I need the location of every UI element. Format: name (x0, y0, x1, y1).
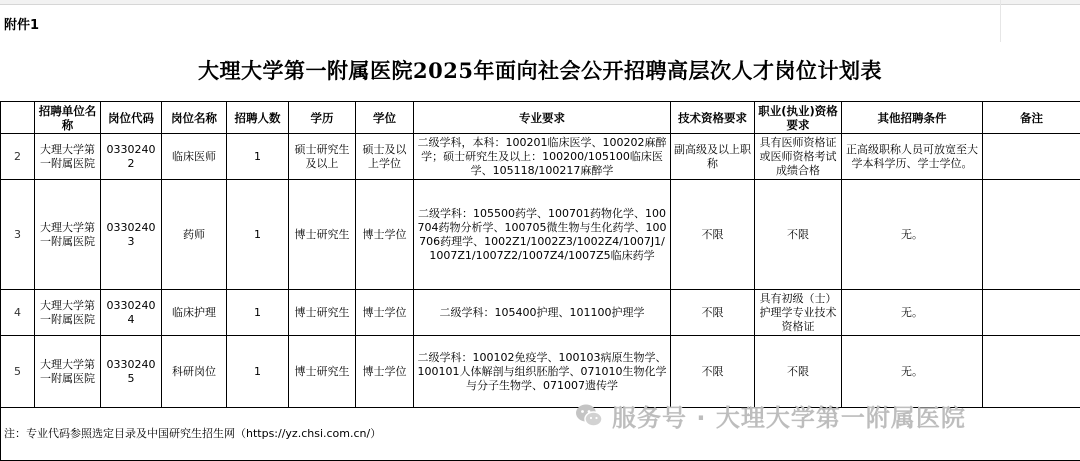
cell-license: 不限 (755, 180, 842, 290)
header-code: 岗位代码 (101, 102, 162, 134)
cell-license: 不限 (755, 336, 842, 408)
header-row (1, 102, 1080, 134)
cell-other: 无。 (842, 180, 983, 290)
watermark (574, 398, 966, 433)
header-degree: 学位 (356, 102, 414, 134)
cell-remark (983, 134, 1080, 180)
cell-unit: 大理大学第一附属医院 (35, 134, 101, 180)
cell-degree: 博士学位 (356, 180, 414, 290)
cell-seq: 2 (1, 134, 35, 180)
header-major: 专业要求 (414, 102, 671, 134)
note-blank-cell (983, 408, 1080, 461)
wechat-icon (574, 401, 604, 431)
header-position: 岗位名称 (162, 102, 227, 134)
attachment-label: 附件1 (4, 18, 40, 33)
cell-seq: 3 (1, 180, 35, 290)
cell-education: 博士研究生 (289, 180, 356, 290)
cell-seq: 4 (1, 290, 35, 336)
cell-remark (983, 290, 1080, 336)
cell-education: 博士研究生 (289, 336, 356, 408)
cell-major: 二级学科：105400护理、101100护理学 (414, 290, 671, 336)
sheet-top-border (0, 0, 1080, 5)
header-unit: 招聘单位名称 (35, 102, 101, 134)
cell-degree: 博士学位 (356, 290, 414, 336)
table-row (1, 180, 1080, 290)
cell-unit: 大理大学第一附属医院 (35, 180, 101, 290)
cell-position: 临床医师 (162, 134, 227, 180)
cell-tech: 不限 (671, 290, 755, 336)
cell-position: 科研岗位 (162, 336, 227, 408)
cell-count: 1 (227, 336, 289, 408)
header-license: 职业(执业)资格要求 (755, 102, 842, 134)
grid-line (1000, 0, 1001, 42)
cell-major: 二级学科：100102免疫学、100103病原生物学、100101人体解剖与组织胚胎学、071010生物化学与分子生物学、071007遗传学 (414, 336, 671, 408)
cell-code: 03302402 (101, 134, 162, 180)
cell-unit: 大理大学第一附属医院 (35, 336, 101, 408)
cell-remark (983, 336, 1080, 408)
cell-license: 具有医师资格证或医师资格考试成绩合格 (755, 134, 842, 180)
header-remark: 备注 (983, 102, 1080, 134)
cell-other: 无。 (842, 290, 983, 336)
header-tech: 技术资格要求 (671, 102, 755, 134)
footnote: 注：专业代码参照选定目录及中国研究生招生网（https://yz.chsi.com.cn/） (1, 408, 983, 461)
cell-tech: 不限 (671, 180, 755, 290)
header-education: 学历 (289, 102, 356, 134)
header-other: 其他招聘条件 (842, 102, 983, 134)
cell-degree: 硕士及以上学位 (356, 134, 414, 180)
header-seq (1, 102, 35, 134)
cell-seq: 5 (1, 336, 35, 408)
cell-count: 1 (227, 180, 289, 290)
cell-unit: 大理大学第一附属医院 (35, 290, 101, 336)
cell-major: 二级学科，本科：100201临床医学、100202麻醉学；硕士研究生及以上：100200/105100临床医学、105118/100217麻醉学 (414, 134, 671, 180)
watermark-text: 服务号 · 大理大学第一附属医院 (612, 404, 966, 432)
cell-code: 03302405 (101, 336, 162, 408)
cell-other: 无。 (842, 336, 983, 408)
cell-count: 1 (227, 290, 289, 336)
cell-code: 03302403 (101, 180, 162, 290)
cell-code: 03302404 (101, 290, 162, 336)
cell-tech: 不限 (671, 336, 755, 408)
cell-position: 药师 (162, 180, 227, 290)
cell-count: 1 (227, 134, 289, 180)
cell-position: 临床护理 (162, 290, 227, 336)
table-row (1, 336, 1080, 408)
cell-license: 具有初级（士）护理学专业技术资格证 (755, 290, 842, 336)
cell-other: 正高级职称人员可放宽至大学本科学历、学士学位。 (842, 134, 983, 180)
table-row (1, 290, 1080, 336)
cell-education: 硕士研究生及以上 (289, 134, 356, 180)
cell-degree: 博士学位 (356, 336, 414, 408)
cell-remark (983, 180, 1080, 290)
cell-tech: 副高级及以上职称 (671, 134, 755, 180)
table-row (1, 134, 1080, 180)
page-title: 大理大学第一附属医院2025年面向社会公开招聘高层次人才岗位计划表 (198, 58, 882, 83)
cell-major: 二级学科：105500药学、100701药物化学、100704药物分析学、100705微生物与生化药学、100706药理学、1002Z1/1002Z3/1002Z4/1007J1/1007Z1/1007Z2/1007Z4/1007Z5临床药学 (414, 180, 671, 290)
cell-education: 博士研究生 (289, 290, 356, 336)
header-count: 招聘人数 (227, 102, 289, 134)
